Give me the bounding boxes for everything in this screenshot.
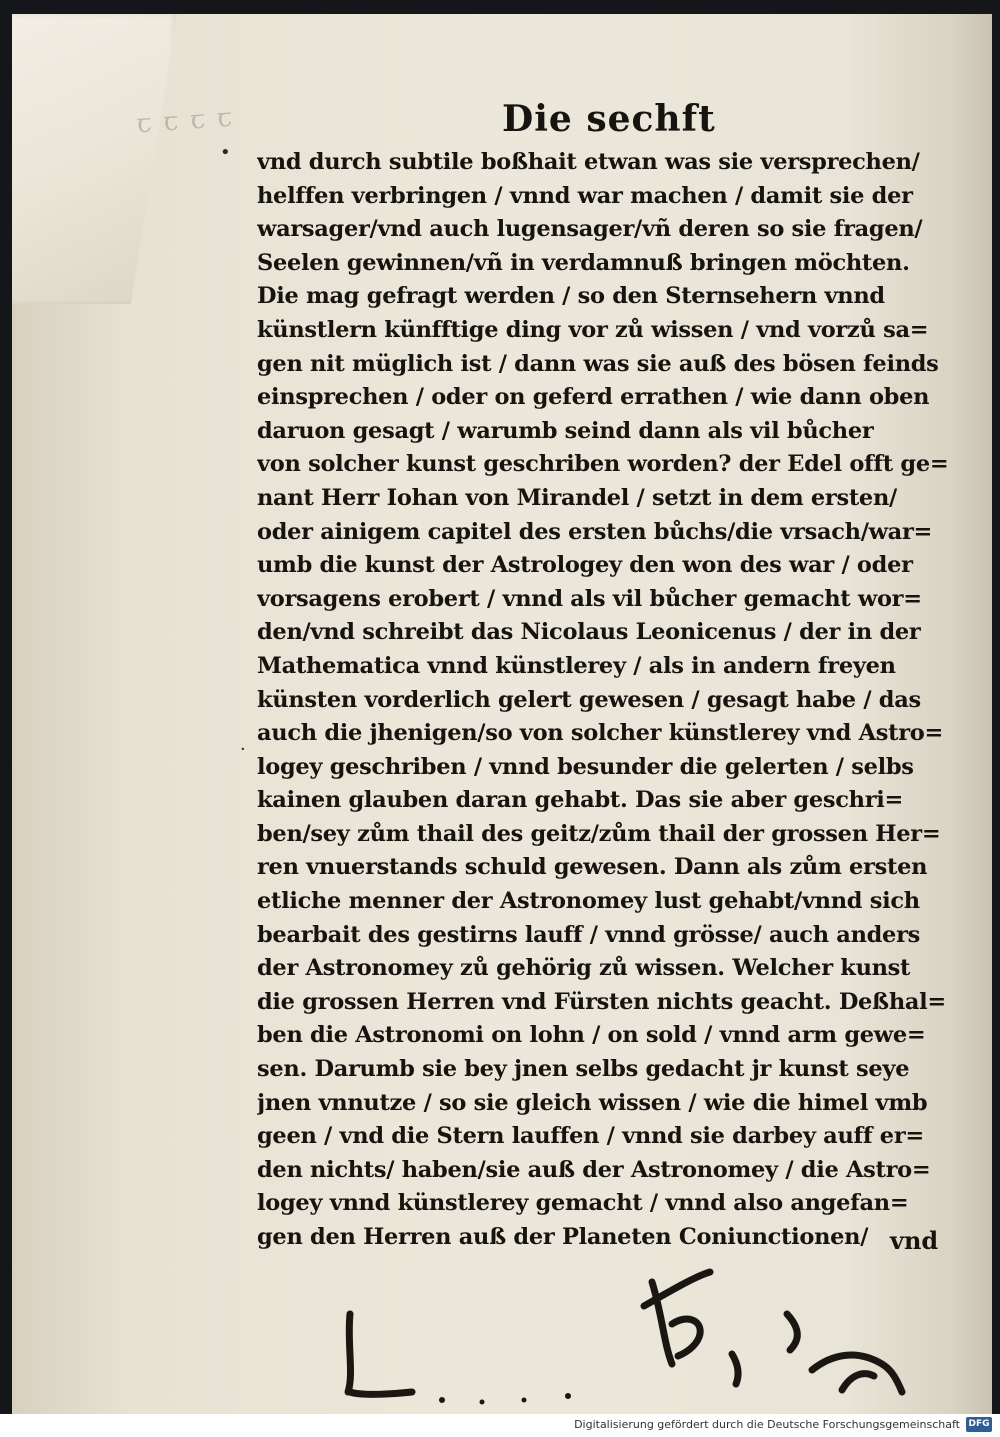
- text-line: den nichts/ haben/sie auß der Astronomey / die Astro=: [257, 1156, 931, 1183]
- text-line: etliche menner der Astronomey lust gehabt/vnnd sich: [257, 888, 920, 915]
- text-line: Seelen gewinnen/vñ in verdamnuß bringen möchten.: [257, 249, 910, 276]
- text-line: warsager/vnd auch lugensager/vñ deren so sie fragen/: [257, 216, 923, 243]
- text-line: künsten vorderlich gelert gewesen / gesagt habe / das: [257, 686, 921, 713]
- text-line: jnen vnnutze / so sie gleich wissen / wie die himel vmb: [257, 1089, 928, 1116]
- text-line: sen. Darumb sie bey jnen selbs gedacht jr kunst seye: [257, 1056, 910, 1083]
- text-line: ben/sey zům thail des geitz/zům thail der grossen Her=: [257, 820, 941, 847]
- text-line: helffen verbringen / vnnd war machen / damit sie der: [257, 182, 913, 209]
- text-line: gen den Herren auß der Planeten Coniunctionen/: [257, 1224, 869, 1250]
- text-line: von solcher kunst geschriben worden? der Edel offt ge=: [257, 451, 949, 478]
- text-line: gen nit müglich ist / dann was sie auß des bösen feinds: [257, 350, 939, 377]
- text-line: daruon gesagt / warumb seind dann als vil bůcher: [257, 417, 874, 444]
- text-line: ren vnuerstands schuld gewesen. Dann als zům ersten: [257, 854, 928, 881]
- text-line: logey geschriben / vnnd besunder die gelerten / selbs: [257, 753, 914, 780]
- book-page: [12, 14, 992, 1414]
- text-line: bearbait des gestirns lauff / vnnd grösse/ auch anders: [257, 921, 920, 948]
- text-line: umb die kunst der Astrologey den won des war / oder: [257, 552, 913, 579]
- text-line: kainen glauben daran gehabt. Das sie aber geschri=: [257, 787, 904, 814]
- text-line: vorsagens erobert / vnnd als vil bůcher gemacht wor=: [257, 585, 922, 612]
- text-line: geen / vnd die Stern lauffen / vnnd sie darbey auff er=: [257, 1123, 924, 1150]
- margin-dot: •: [220, 142, 231, 163]
- text-line: vnd durch subtile boßhait etwan was sie versprechen/: [257, 149, 920, 175]
- page-heading: Die sechft: [502, 98, 716, 140]
- text-line: die grossen Herren vnd Fürsten nichts geacht. Deßhal=: [257, 988, 946, 1015]
- text-line: oder ainigem capitel des ersten bůchs/die vrsach/war=: [257, 518, 933, 545]
- faded-folio-mark: ꞇ ꞇ ꞇ ꞇ: [136, 102, 235, 140]
- footer-credit: Digitalisierung gefördert durch die Deutsche Forschungsgemeinschaft: [574, 1418, 960, 1431]
- dfg-logo: DFG: [966, 1417, 992, 1432]
- text-line: einsprechen / oder on geferd errathen / wie dann oben: [257, 384, 930, 411]
- margin-dot: ·: [240, 739, 246, 760]
- text-line: logey vnnd künstlerey gemacht / vnnd also angefan=: [257, 1190, 909, 1217]
- text-line: den/vnd schreibt das Nicolaus Leonicenus / der in der: [257, 619, 921, 646]
- footer-bar: [0, 1414, 1000, 1437]
- handwritten-marks: [12, 14, 992, 1414]
- text-line: künstlern künfftige ding vor zů wissen / vnd vorzů sa=: [257, 316, 929, 343]
- text-line: nant Herr Iohan von Mirandel / setzt in dem ersten/: [257, 484, 897, 511]
- text-line: auch die jhenigen/so von solcher künstlerey vnd Astro=: [257, 720, 944, 747]
- text-line: Die mag gefragt werden / so den Sternsehern vnnd: [257, 283, 885, 310]
- text-line: der Astronomey zů gehörig zů wissen. Welcher kunst: [257, 955, 911, 982]
- catchword: vnd: [890, 1226, 939, 1255]
- text-line: Mathematica vnnd künstlerey / als in andern freyen: [257, 652, 896, 679]
- text-line: ben die Astronomi on lohn / on sold / vnnd arm gewe=: [257, 1022, 926, 1049]
